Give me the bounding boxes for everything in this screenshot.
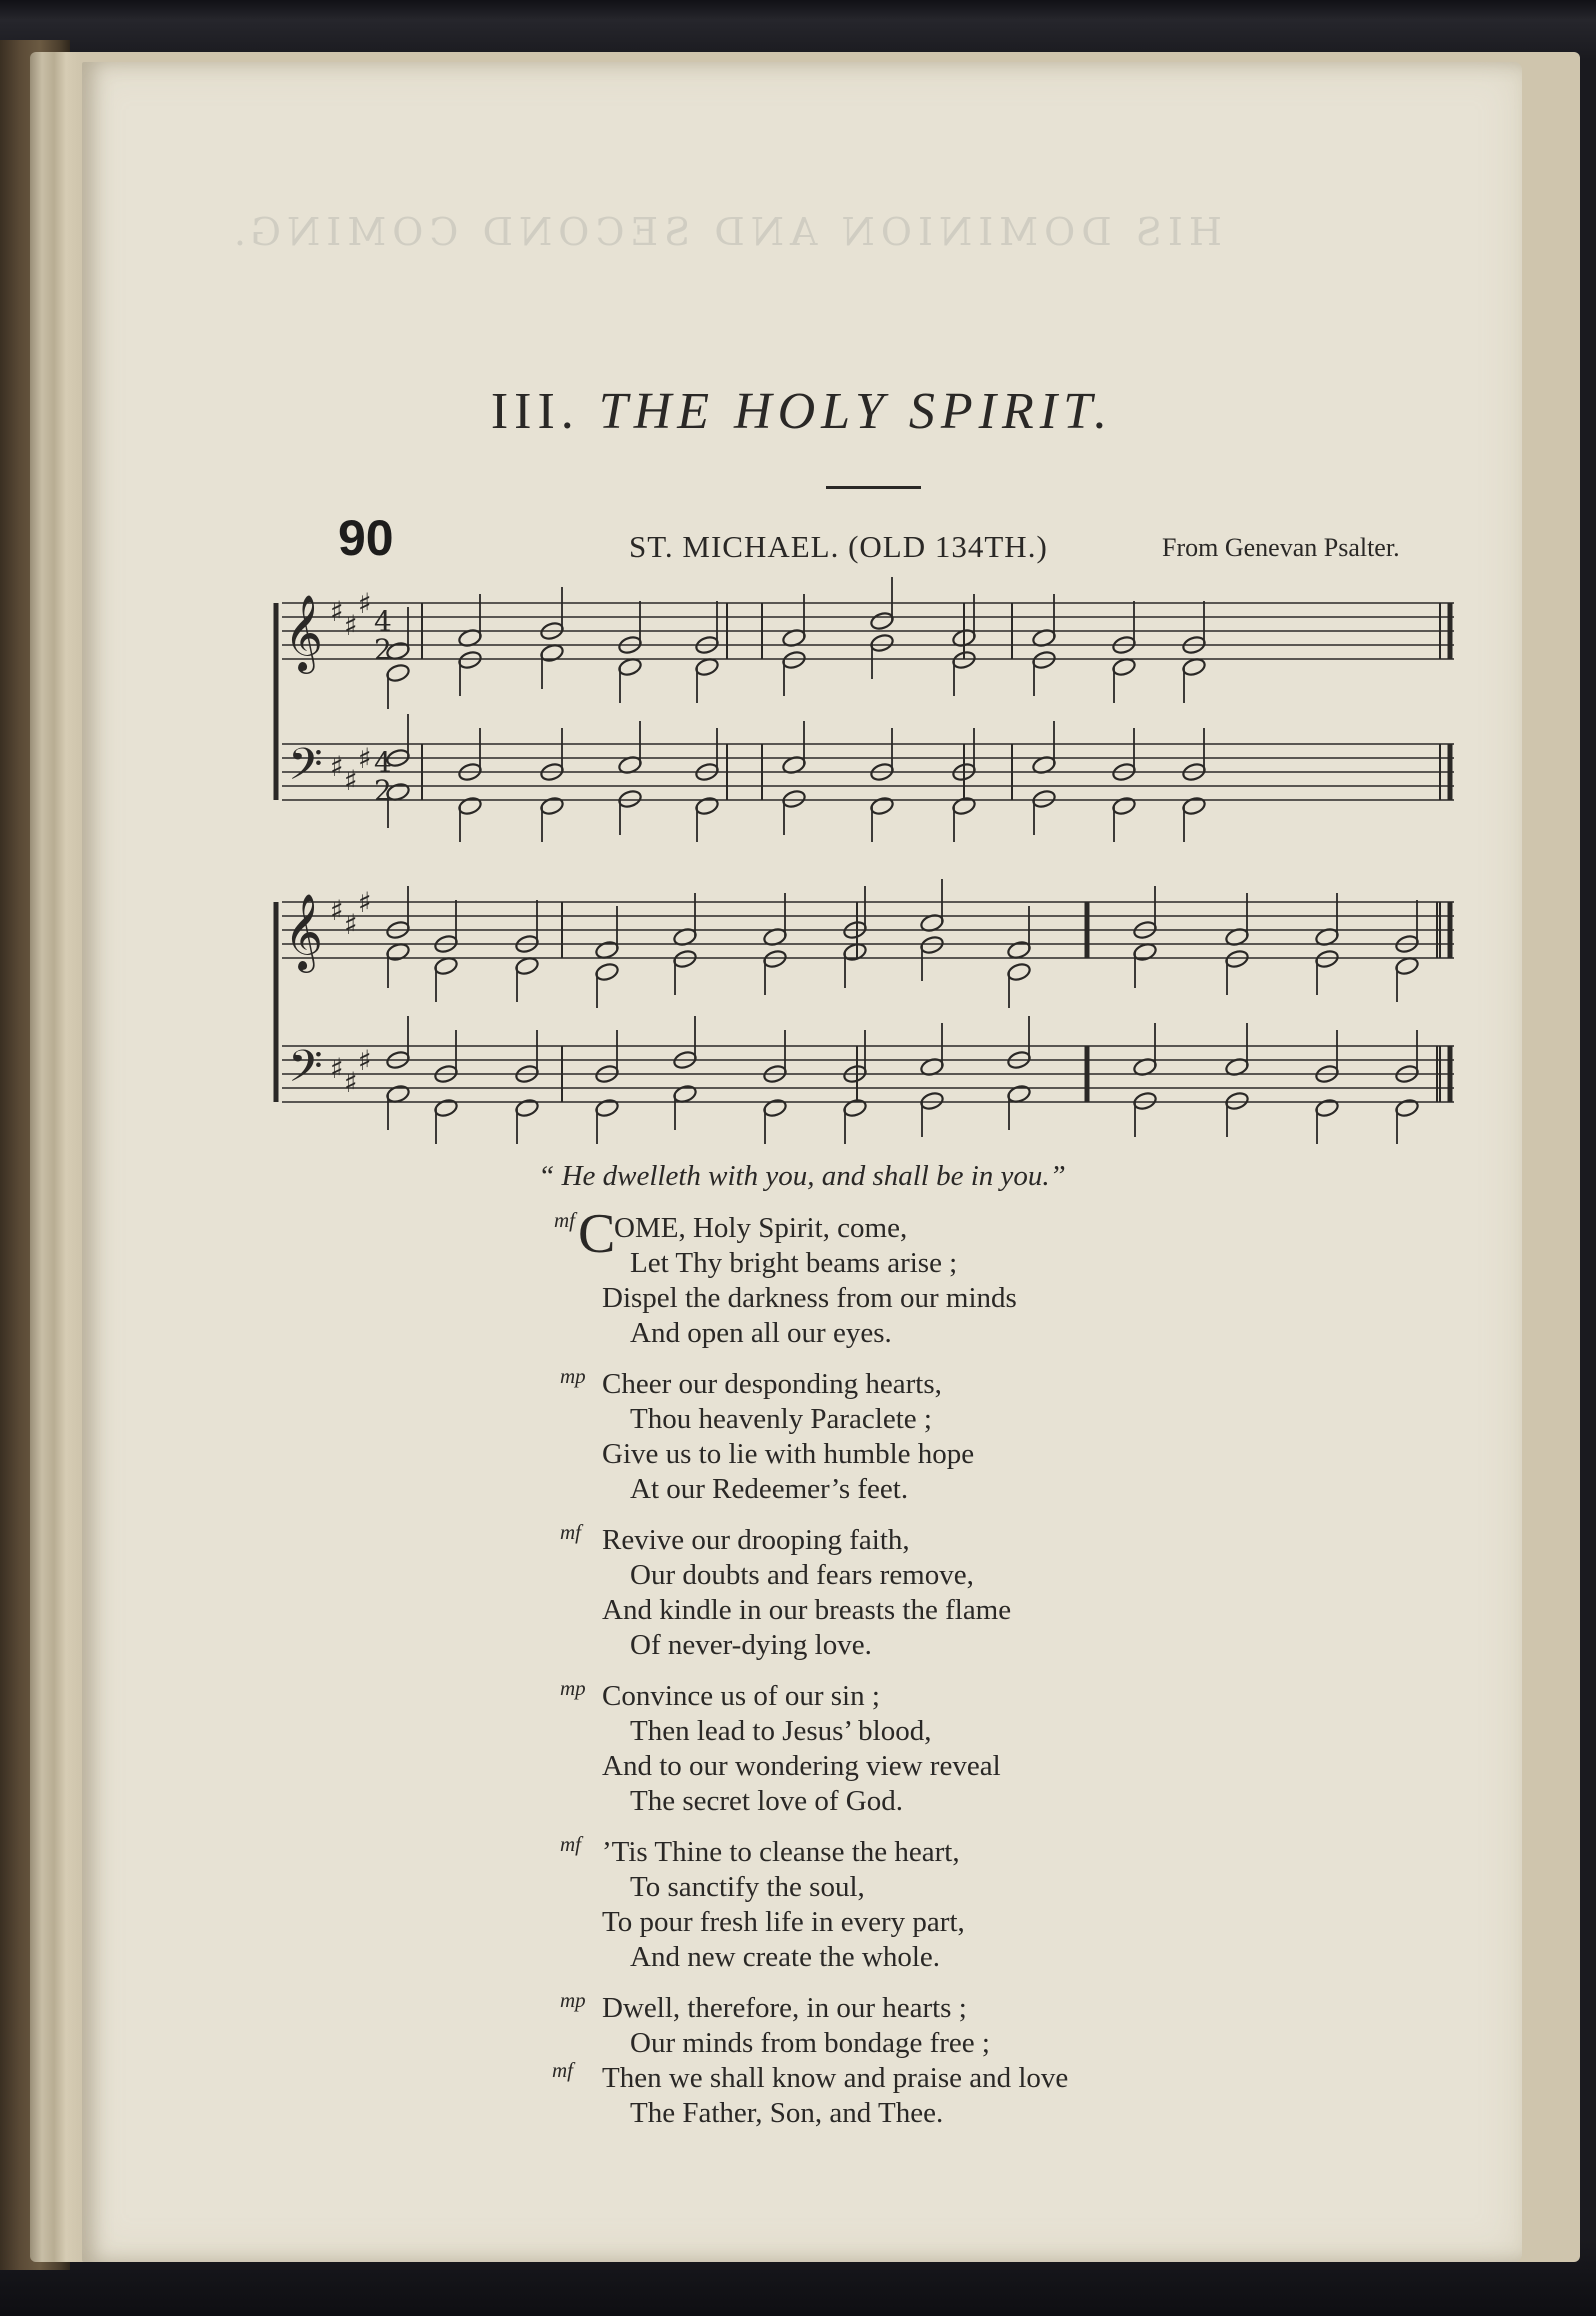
- verse-line: Thou heavenly Paraclete ;: [630, 1403, 932, 1435]
- verse-line: And new create the whole.: [630, 1941, 941, 1973]
- dynamic-marking: mp: [560, 1676, 586, 1700]
- note-head: [433, 1098, 458, 1119]
- note-head: [694, 796, 719, 817]
- dynamic-marking: mf: [552, 2058, 573, 2082]
- verse-line: Then we shall know and praise and love: [602, 2062, 1069, 2094]
- verse-line: OME, Holy Spirit, come,: [614, 1212, 908, 1244]
- dynamic-marking: mf: [560, 1832, 581, 1856]
- note-head: [1031, 650, 1056, 671]
- note-head: [1314, 949, 1339, 970]
- key-sharp-icon: ♯: [358, 1044, 372, 1077]
- verse-line: Cheer our desponding hearts,: [602, 1368, 942, 1400]
- verse-line: Dwell, therefore, in our hearts ;: [602, 1992, 967, 2024]
- time-signature-upper: 4: [374, 746, 392, 779]
- key-sharp-icon: ♯: [344, 609, 358, 642]
- key-sharp-icon: ♯: [344, 908, 358, 941]
- verse-line: Of never-dying love.: [630, 1629, 872, 1661]
- hymn-number: 90: [338, 510, 394, 566]
- note-head: [1006, 962, 1031, 983]
- bleed-through-heading: HIS DOMINION AND SECOND COMING.: [227, 210, 1222, 254]
- dynamic-marking: mf: [554, 1208, 575, 1232]
- verse-line: At our Redeemer’s feet.: [630, 1473, 909, 1505]
- key-sharp-icon: ♯: [358, 742, 372, 775]
- note-head: [539, 796, 564, 817]
- tune-source: From Genevan Psalter.: [1162, 533, 1400, 562]
- verse-line: Convince us of our sin ;: [602, 1680, 880, 1712]
- page: [82, 62, 1522, 2262]
- time-signature-upper: 4: [374, 605, 392, 638]
- note-head: [951, 650, 976, 671]
- verse-line: Dispel the darkness from our minds: [602, 1282, 1017, 1314]
- note-head: [869, 633, 894, 654]
- bass-clef-icon: 𝄢: [288, 1040, 323, 1103]
- note-head: [842, 1098, 867, 1119]
- verse-line: The Father, Son, and Thee.: [630, 2097, 944, 2129]
- verse-line: Give us to lie with humble hope: [602, 1438, 975, 1470]
- note-head: [457, 796, 482, 817]
- note-head: [672, 949, 697, 970]
- treble-clef-icon: 𝄞: [284, 893, 324, 970]
- note-head: [781, 650, 806, 671]
- note-head: [1031, 789, 1056, 810]
- note-head: [617, 789, 642, 810]
- dynamic-marking: mf: [560, 1520, 581, 1544]
- key-sharp-icon: ♯: [330, 750, 344, 783]
- dynamic-marking: mp: [560, 1988, 586, 2012]
- verse-line: Our doubts and fears remove,: [630, 1559, 974, 1591]
- note-head: [514, 1098, 539, 1119]
- note-head: [1224, 1091, 1249, 1112]
- section-numeral: III.: [490, 383, 580, 440]
- time-signature-lower: 2: [374, 774, 392, 807]
- note-head: [1394, 1098, 1419, 1119]
- key-sharp-icon: ♯: [330, 1052, 344, 1085]
- verse-line: The secret love of God.: [630, 1785, 903, 1817]
- verse-line: And open all our eyes.: [630, 1317, 892, 1349]
- note-head: [1132, 1091, 1157, 1112]
- note-head: [594, 962, 619, 983]
- treble-clef-icon: 𝄞: [284, 594, 324, 671]
- dynamic-marking: mp: [560, 1364, 586, 1388]
- key-sharp-icon: ♯: [358, 587, 372, 620]
- note-head: [869, 611, 894, 632]
- verse-line: And to our wondering view reveal: [602, 1750, 1001, 1782]
- tune-name: ST. MICHAEL. (OLD 134TH.): [629, 529, 1048, 564]
- note-head: [1224, 949, 1249, 970]
- note-head: [951, 796, 976, 817]
- verse-line: Then lead to Jesus’ blood,: [630, 1715, 932, 1747]
- drop-cap: C: [578, 1203, 616, 1265]
- note-head: [919, 935, 944, 956]
- epigraph: “ He dwelleth with you, and shall be in you.”: [538, 1160, 1066, 1192]
- note-head: [457, 650, 482, 671]
- note-head: [762, 949, 787, 970]
- verse-line: To pour fresh life in every part,: [602, 1906, 965, 1938]
- verse-line: Our minds from bondage free ;: [630, 2027, 990, 2059]
- key-sharp-icon: ♯: [330, 595, 344, 628]
- time-signature-lower: 2: [374, 633, 392, 666]
- section-title-text: THE HOLY SPIRIT.: [598, 383, 1114, 440]
- key-sharp-icon: ♯: [344, 1066, 358, 1099]
- verse-line: And kindle in our breasts the flame: [602, 1594, 1012, 1626]
- note-head: [869, 796, 894, 817]
- verse-line: Let Thy bright beams arise ;: [630, 1247, 958, 1279]
- note-head: [762, 1098, 787, 1119]
- key-sharp-icon: ♯: [344, 764, 358, 797]
- note-head: [1111, 796, 1136, 817]
- key-sharp-icon: ♯: [330, 894, 344, 927]
- note-head: [919, 1091, 944, 1112]
- verse-line: Revive our drooping faith,: [602, 1524, 910, 1556]
- note-head: [1314, 1098, 1339, 1119]
- note-head: [781, 789, 806, 810]
- note-head: [1181, 796, 1206, 817]
- verse-line: ’Tis Thine to cleanse the heart,: [602, 1836, 960, 1868]
- key-sharp-icon: ♯: [358, 886, 372, 919]
- verse-line: To sanctify the soul,: [630, 1871, 865, 1903]
- bass-clef-icon: 𝄢: [288, 738, 323, 801]
- note-head: [594, 1098, 619, 1119]
